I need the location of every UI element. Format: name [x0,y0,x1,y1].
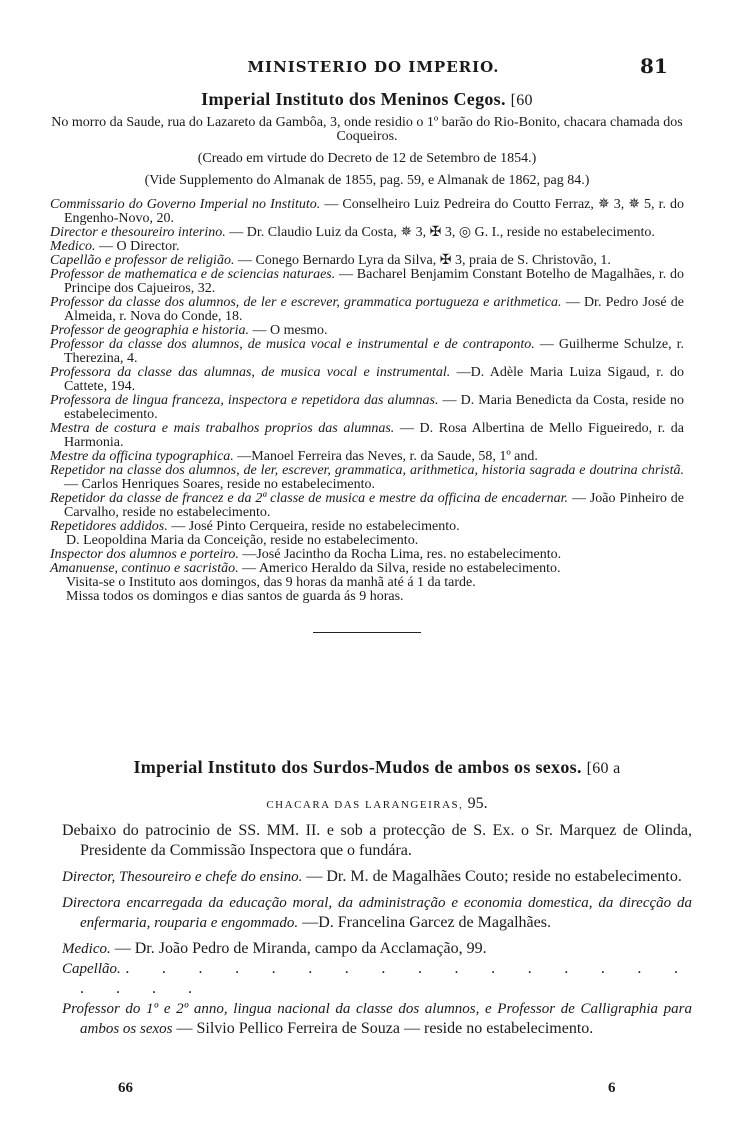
staff-role: Commissario do Governo Imperial no Instituto. [50,197,321,212]
staff-details: — Americo Heraldo da Silva, reside no estabelecimento. [242,561,561,576]
staff-role: Mestre da officina typographica. [50,449,234,464]
section-ref: [60 [510,92,533,109]
staff-details: — O Director. [98,239,180,254]
page-number: 81 [640,54,668,78]
staff-details: — Conselheiro Luiz Pedreira do Coutto Ferraz, ✵ 3, ✵ 5, r. do Engenho-Novo, 20. [64,197,684,226]
staff-role: Professor da classe dos alumnos, de ler e escrever, grammatica portugueza e arithmetica. [50,295,562,310]
section-surdos-mudos [62,756,692,1039]
staff-list [62,867,692,1039]
staff-role: Mestra de costura e mais trabalhos proprios das alumnas. [50,421,395,436]
staff-role: Amanuense, continuo e sacristão. [50,561,239,576]
staff-role: Capellão. [62,961,121,977]
staff-entry [50,562,684,576]
staff-role: Professor de geographia e historia. [50,323,249,338]
street-number: 95. [467,795,488,812]
staff-entry [62,999,692,1039]
running-title: MINISTERIO DO IMPERIO. [247,58,500,76]
staff-details: — José Pinto Cerqueira, reside no estabelecimento. [171,519,460,534]
staff-role: Medico. [50,239,96,254]
staff-entry [50,464,684,492]
staff-details: — Dr. João Pedro de Miranda, campo da Acclamação, 99. [114,940,487,957]
staff-entry [50,296,684,324]
staff-entry [50,324,684,338]
staff-role: Inspector dos alumnos e porteiro. [50,547,239,562]
staff-role: Capellão e professor de religião. [50,253,235,268]
staff-entry [50,450,684,464]
street-name: CHACARA DAS LARANGEIRAS, [266,799,464,811]
staff-details: — Conego Bernardo Lyra da Silva, ✠ 3, praia de S. Christovão, 1. [237,253,611,268]
staff-entry [62,867,692,887]
section-divider [313,632,421,633]
street-address [62,794,692,815]
staff-details: —Manoel Ferreira das Neves, r. da Saude, 58, 1º and. [237,449,538,464]
staff-details: — D. Rosa Albertina de Mello Figueiredo, r. da Harmonia. [64,421,685,450]
staff-role: Professora da classe das alumnas, de musica vocal e instrumental. [50,365,451,380]
mass-hours: Missa todos os domingos e dias santos de guarda ás 9 horas. [66,589,404,604]
address: No morro da Saude, rua do Lazareto da Gambôa, 3, onde residio o 1º barão do Rio-Bonito, chacara chamada dos Coqueiros. [51,115,683,144]
vide-note: (Vide Supplemento do Almanak de 1855, pag. 59, e Almanak de 1862, pag 84.) [144,173,590,188]
staff-entry [62,939,692,959]
staff-details: . . . . . . . . . . . . . . . . . . . . [80,960,692,997]
staff-entry [62,893,692,933]
staff-details: — Bacharel Benjamim Constant Botelho de Magalhães, r. do Principe dos Cajueiros, 32. [64,267,684,296]
staff-entry [50,198,684,226]
staff-role: Professora de lingua franceza, inspectora e repetidora das alumnas. [50,393,439,408]
creation-note: (Creado em virtude do Decreto de 12 de Setembro de 1854.) [197,151,537,166]
staff-details: — Carlos Henriques Soares, reside no estabelecimento. [64,477,376,492]
staff-role: Director e thesoureiro interino. [50,225,226,240]
staff-details: — Dr. Pedro José de Almeida, r. Nova do Conde, 18. [64,295,684,324]
signature-mark-left: 66 [118,1080,133,1096]
patronage: Debaixo do patrocinio de SS. MM. II. e sob a protecção de S. Ex. o Sr. Marquez de Olinda, Presidente da Commissão Inspectora que o fundára. [62,822,692,859]
staff-entry [50,240,684,254]
staff-role: Directora encarregada da educação moral, da administração e economia domestica, da direcção da enfermaria, rouparia e engommado. [62,895,692,931]
staff-details: — D. Maria Benedicta da Costa, reside no estabelecimento. [64,393,685,422]
staff-list-2 [50,548,684,576]
staff-role: Professor da classe dos alumnos, de musica vocal e instrumental e de contraponto. [50,337,535,352]
staff-role: Director, Thesoureiro e chefe do ensino. [62,869,303,885]
staff-role: Repetidor na classe dos alumnos, de ler, escrever, grammatica, arithmetica, historia sagrada e doutrina christã. [50,463,684,478]
section-title-text: Imperial Instituto dos Surdos-Mudos de ambos os sexos. [133,757,582,777]
staff-role: Professor de mathematica e de sciencias naturaes. [50,267,336,282]
staff-role: Professor do 1º e 2º anno, lingua nacional da classe dos alumnos, e Professor de Calligraphia para ambos os sexos [62,1001,692,1037]
staff-entry [50,520,684,534]
staff-entry [50,268,684,296]
staff-entry-addido: D. Leopoldina Maria da Conceição, reside no estabelecimento. [66,533,419,548]
section-title [50,88,684,112]
staff-role: Medico. [62,941,111,957]
staff-role: Repetidores addidos. [50,519,168,534]
staff-details: —D. Francelina Garcez de Magalhães. [302,914,551,931]
staff-details: —D. Adèle Maria Luiza Sigaud, r. do Cattete, 194. [64,365,684,394]
signature-mark-right: 6 [608,1080,616,1096]
staff-entry [50,422,684,450]
staff-list [50,198,684,534]
staff-entry [50,548,684,562]
staff-entry [50,394,684,422]
staff-details: — Dr. M. de Magalhães Couto; reside no estabelecimento. [306,868,682,885]
staff-entry [50,338,684,366]
visit-hours: Visita-se o Instituto aos domingos, das 9 horas da manhã até á 1 da tarde. [66,575,476,590]
section-ref: [60 a [586,760,621,777]
staff-entry [62,959,692,999]
staff-entry [50,226,684,240]
staff-entry [50,492,684,520]
staff-entry [50,366,684,394]
staff-details: —José Jacintho da Rocha Lima, res. no estabelecimento. [242,547,562,562]
section-title-text: Imperial Instituto dos Meninos Cegos. [201,89,506,109]
staff-role: Repetidor da classe de francez e da 2ª classe de musica e mestre da officina de encadernar. [50,491,569,506]
staff-details: — Silvio Pellico Ferreira de Souza — reside no estabelecimento. [176,1020,594,1037]
staff-details: — Guilherme Schulze, r. Therezina, 4. [64,337,685,366]
staff-entry [50,254,684,268]
staff-details: — O mesmo. [252,323,328,338]
section-title [62,756,692,780]
staff-details: — Dr. Claudio Luiz da Costa, ✵ 3, ✠ 3, ◎ G. I., reside no estabelecimento. [229,225,655,240]
section-meninos-cegos [50,88,684,633]
staff-details: — João Pinheiro de Carvalho, reside no estabelecimento. [64,491,684,520]
